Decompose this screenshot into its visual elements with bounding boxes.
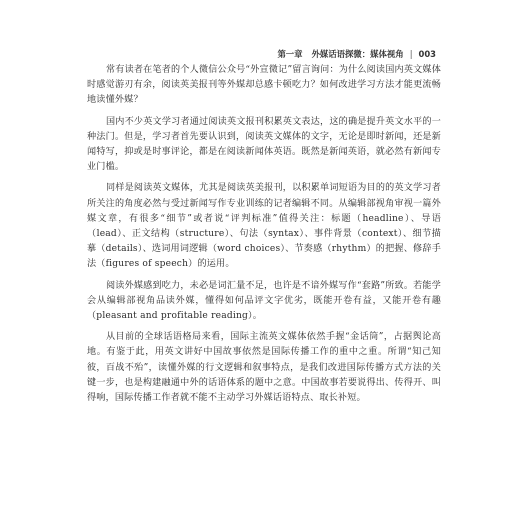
paragraph: 同样是阅读英文媒体，尤其是阅读英美报刊，以积累单词短语为目的的英文学习者所关注的角度必然与受过新闻写作专业训练的记者编辑不同。从编辑部视角审视一篇外媒文章，有很多“细节”或者说“评判标准”值得关注：标题（headline）、导语（lead）、正文结构（structure）、句法（syntax）、事件背景（context）、细节描摹（details）、选词用词逻辑（word choices）、节奏感（rhythm）的把握、修辞手法（figures of speech）的运用。 (87, 183, 441, 270)
paragraph: 阅读外媒感到吃力，未必是词汇量不足，也许是不谙外媒写作“套路”所致。若能学会从编辑部视角品读外媒，懂得如何品评文字优劣，既能开卷有益，又能开卷有趣（pleasant and profitable reading）。 (87, 280, 441, 322)
running-header (170, 48, 436, 60)
page-number: 003 (418, 49, 436, 59)
paragraph: 国内不少英文学习者通过阅读英文报刊积累英文表达，这的确是提升英文水平的一种法门。但是，学习者首先要认识到，阅读英文媒体的文字，无论是即时新闻，还是新闻特写，抑或是时事评论，都是在阅读新闻体英语。既然是新闻英语，就必然有新闻专业门槛。 (87, 116, 441, 173)
chapter-label: 第一章 (277, 49, 303, 59)
paragraph: 常有读者在笔者的个人微信公众号“外宣微记”留言询问：为什么阅读国内英文媒体时感觉游刃有余，阅读英美报刊等外媒却总感卡顿吃力？如何改进学习方法才能更流畅地读懂外媒？ (87, 65, 441, 106)
header-separator: | (409, 49, 413, 59)
chapter-title: 外媒话语探微：媒体视角 (311, 49, 404, 59)
paragraph: 从目前的全球话语格局来看，国际主流英文媒体依然手握“金话筒”，占据舆论高地。有鉴于此，用英文讲好中国故事依然是国际传播工作的重中之重。所谓“知己知彼，百战不殆”，读懂外媒的行文逻辑和叙事特点，是我们改进国际传播方式方法的关键一步，也是构建融通中外的话语体系的题中之意。中国故事若要说得出、传得开、叫得响，国际传播工作者就不能不主动学习外媒话语特点、取长补短。 (87, 332, 441, 404)
page-body (87, 63, 441, 412)
